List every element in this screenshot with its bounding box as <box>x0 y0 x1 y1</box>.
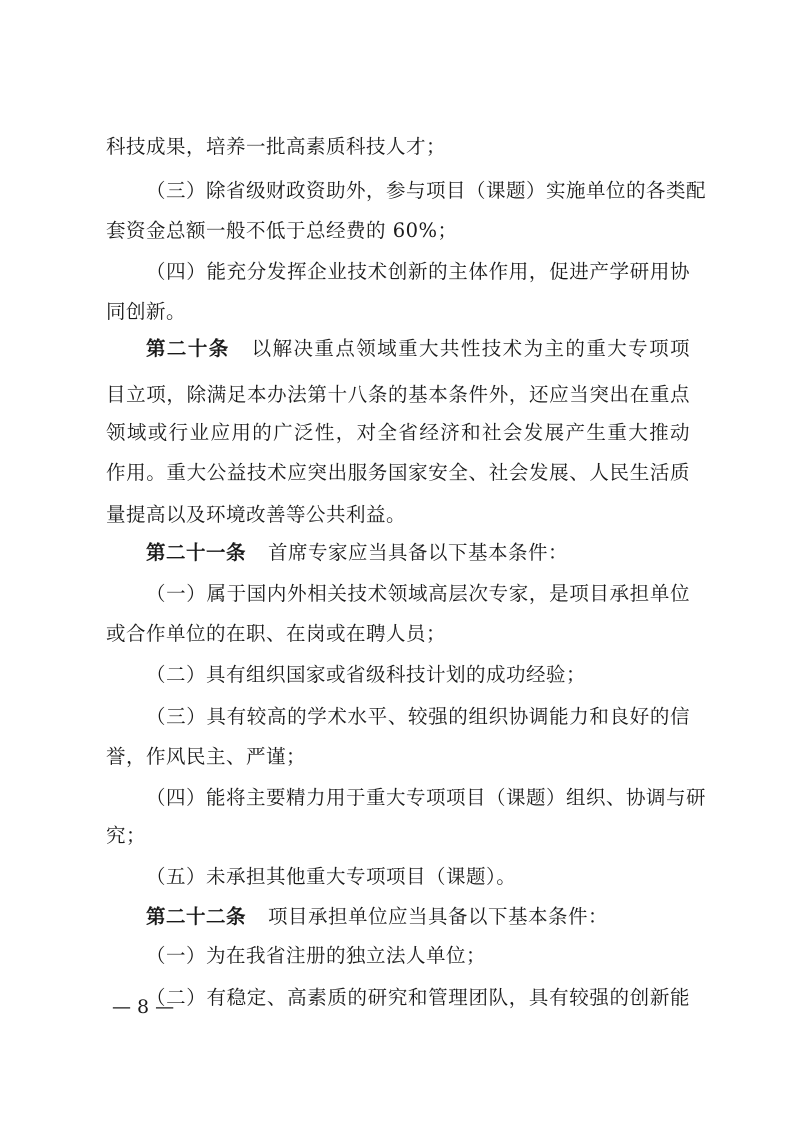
text-line: （三）具有较高的学术水平、较强的组织协调能力和良好的信 <box>146 705 690 728</box>
text-line: 或合作单位的在职、在岗或在聘人员； <box>106 622 447 645</box>
text-line: 套资金总额一般不低于总经费的 60%； <box>106 219 458 242</box>
text-line: 作用。重大公益技术应突出服务国家安全、社会发展、人民生活质 <box>106 461 690 484</box>
text-line: 究； <box>106 824 147 847</box>
text-line: （四）能将主要精力用于重大专项项目（课题）组织、协调与研 <box>146 786 707 809</box>
text-line: （一）属于国内外相关技术领域高层次专家，是项目承担单位 <box>146 582 690 605</box>
text-line: （三）除省级财政资助外，参与项目（课题）实施单位的各类配 <box>146 179 707 202</box>
text-line: 科技成果，培养一批高素质科技人才； <box>106 135 447 158</box>
text-line: （二）具有组织国家或省级科技计划的成功经验； <box>146 663 587 686</box>
article-heading: 第二十一条 <box>146 541 247 564</box>
text-line: 领域或行业应用的广泛性，对全省经济和社会发展产生重大推动 <box>106 421 690 444</box>
text-line: （五）未承担其他重大专项项目（课题）。 <box>146 865 517 888</box>
article-20-line: 第二十条 以解决重点领域重大共性技术为主的重大专项项 <box>146 337 690 360</box>
article-heading: 第二十条 <box>146 337 230 360</box>
text-line: （二）有稳定、高素质的研究和管理团队，具有较强的创新能 <box>146 986 690 1009</box>
text-line: （四）能充分发挥企业技术创新的主体作用，促进产学研用协 <box>146 260 690 283</box>
article-21-line: 第二十一条 首席专家应当具备以下基本条件： <box>146 541 569 564</box>
page-number: — 8 — <box>112 996 175 1018</box>
article-22-line: 第二十二条 项目承担单位应当具备以下基本条件： <box>146 905 609 928</box>
text-line: 量提高以及环境改善等公共利益。 <box>106 503 407 526</box>
text-line: 同创新。 <box>106 300 187 323</box>
text-line: 誉，作风民主、严谨； <box>106 745 307 768</box>
text-line: 目立项，除满足本办法第十八条的基本条件外，还应当突出在重点 <box>106 383 690 406</box>
text-line: （一）为在我省注册的独立法人单位； <box>146 944 487 967</box>
article-heading: 第二十二条 <box>146 905 247 928</box>
